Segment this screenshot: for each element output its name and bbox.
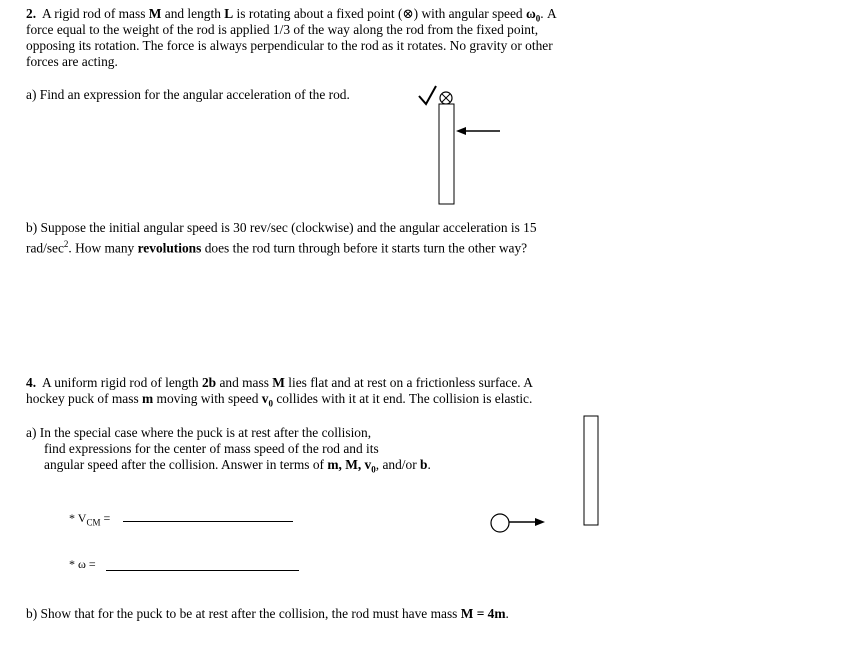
vcm-v: V bbox=[77, 511, 87, 525]
fixed-point-symbol: ⊗ bbox=[402, 6, 414, 21]
p4l2-text-b: moving with speed bbox=[153, 391, 262, 406]
p4a-vars: m, M, v bbox=[327, 457, 372, 472]
p4-length-var: 2b bbox=[201, 375, 217, 390]
p2-number: 2. bbox=[26, 6, 37, 21]
rotation-check-icon bbox=[419, 86, 436, 104]
p2-length-var: L bbox=[224, 6, 234, 21]
p4-number: 4. bbox=[26, 375, 37, 390]
omega-eq: = bbox=[85, 557, 96, 571]
p4a-text-d: . bbox=[427, 457, 431, 472]
p2-text-b: and length bbox=[161, 6, 225, 21]
vcm-star: * bbox=[69, 511, 75, 525]
p4-rod bbox=[584, 416, 598, 525]
force-arrow-head-icon bbox=[456, 127, 466, 135]
p2-line3: opposing its rotation. The force is always perpendicular to the rod as it rotates. No gravity or other bbox=[26, 38, 553, 53]
puck-mass-var: m bbox=[142, 391, 154, 406]
p4l2-text-c: collides with it at it end. The collision is elastic. bbox=[273, 391, 533, 406]
p2-part-a: a) Find an expression for the angular acceleration of the rod. bbox=[26, 87, 350, 102]
vcm-sub: CM bbox=[86, 517, 101, 528]
p4-part-a-line1: a) In the special case where the puck is at rest after the collision, bbox=[26, 425, 372, 440]
p2-text-e: . A bbox=[540, 6, 557, 21]
p2-rod bbox=[439, 104, 454, 204]
p2-line2: force equal to the weight of the rod is applied 1/3 of the way along the rod from the fixed point, bbox=[26, 22, 539, 37]
p2-figure bbox=[419, 86, 500, 204]
p4a-text-a: angular speed after the collision. Answer in terms of bbox=[44, 457, 328, 472]
p2b-text-a: rad/sec bbox=[26, 240, 64, 256]
p4b-end: . bbox=[505, 606, 509, 621]
p4-text-a: A uniform rigid rod of length bbox=[42, 375, 202, 390]
p2-mass-var: M bbox=[148, 6, 162, 21]
p4l2-text-a: hockey puck of mass bbox=[26, 391, 143, 406]
p4-text-b: and mass bbox=[216, 375, 273, 390]
omega-var: ω bbox=[525, 6, 536, 21]
p2-text-a: A rigid rod of mass bbox=[42, 6, 149, 21]
omega-star: * bbox=[69, 557, 75, 571]
p4b-mass-eq: M = 4m bbox=[460, 606, 506, 621]
vcm-eq: = bbox=[100, 511, 111, 525]
p4-part-a-line2: find expressions for the center of mass speed of the rod and its bbox=[44, 441, 379, 456]
omega-w: ω bbox=[78, 557, 86, 571]
p2-line4: forces are acting. bbox=[26, 54, 118, 69]
omega-sub: 0 bbox=[535, 13, 541, 24]
p4-figure bbox=[491, 416, 598, 532]
p4b-text-a: b) Show that for the puck to be at rest after the collision, the rod must have mass bbox=[26, 606, 461, 621]
v0-var: v bbox=[261, 391, 269, 406]
p4a-text-c: , and/or bbox=[375, 457, 421, 472]
p2-text-d: ) with angular speed bbox=[413, 6, 526, 21]
p2-text-c: is rotating about a fixed point ( bbox=[233, 6, 403, 21]
p4-text-c: lies flat and at rest on a frictionless surface. A bbox=[284, 375, 533, 390]
p2-part-b-line1: b) Suppose the initial angular speed is 30 rev/sec (clockwise) and the angular acceleration is 15 bbox=[26, 220, 537, 235]
puck-icon bbox=[491, 514, 509, 532]
p2b-text-c: does the rod turn through before it starts turn the other way? bbox=[201, 240, 528, 256]
p4a-sub: 0 bbox=[371, 464, 376, 475]
p2b-sup: 2 bbox=[63, 239, 69, 249]
puck-velocity-head-icon bbox=[535, 518, 545, 526]
p2b-text-b: . How many bbox=[68, 240, 138, 256]
revolutions-bold: revolutions bbox=[137, 240, 202, 256]
v0-sub: 0 bbox=[268, 398, 273, 409]
p4a-b-var: b bbox=[420, 457, 428, 472]
p4-mass-var: M bbox=[272, 375, 285, 390]
